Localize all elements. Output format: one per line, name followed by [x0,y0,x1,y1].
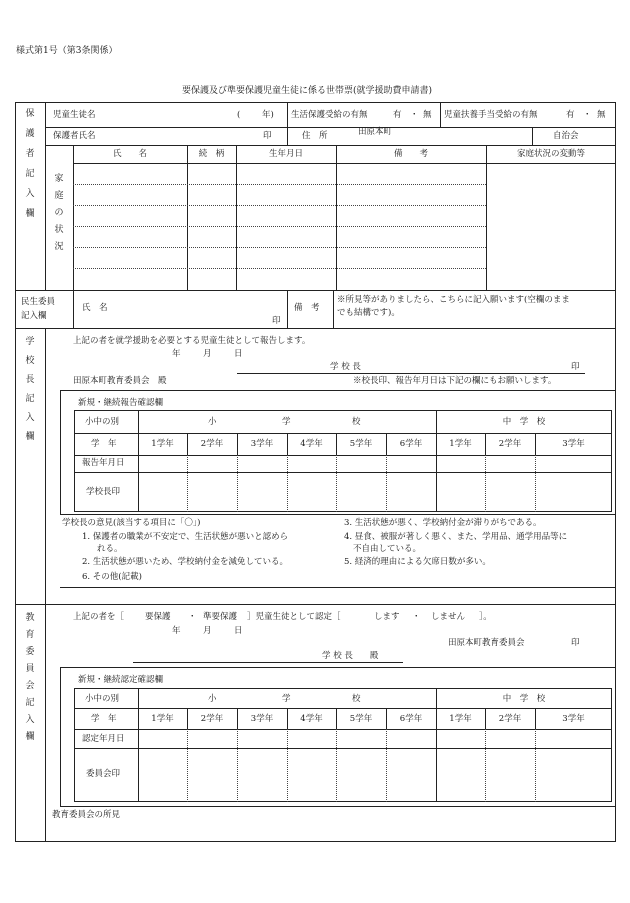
grade-label: 年) [262,110,274,120]
principal-elem-1: 小 [208,417,217,427]
board-cert-middle: ］児童生徒として認定［ [247,612,341,622]
principal-date-day: 日 [234,349,243,359]
child-allowance-no-option[interactable]: 無 [597,110,606,120]
guardian-name-input[interactable] [115,129,255,143]
principal-elem-2: 学 [282,417,291,427]
form-title: 要保護及び準要保護児童生徒に係る世帯票(就学援助費申請書) [182,86,433,96]
board-confirm-grid [74,688,612,802]
principal-seal: 印 [571,362,580,372]
family-col-name: 氏 名 [112,149,147,159]
principal-seal-note: ※校長印、報告年月日は下記の欄にもお願いします。 [353,376,557,386]
board-grade-1: 1学年 [151,714,174,724]
board-cert-suffix: ］。 [479,612,492,622]
board-grade-jh-3: 3学年 [562,714,585,724]
guardian-section-label: 保 護 者 記 入 欄 [25,109,35,219]
principal-confirm-title: 新規・継続報告確認欄 [78,398,164,408]
family-status-label: 家 庭 の 状 況 [54,174,64,252]
principal-grade-jh-1: 1学年 [449,439,472,449]
board-junior-high: 中 学 校 [502,694,546,704]
principal-opinion-1b: れる。 [97,544,123,554]
principal-report-date-row: 報告年月日 [82,458,125,468]
principal-row-type: 小中の別 [85,417,120,427]
board-row-type: 小中の別 [85,694,120,704]
board-grade-2: 2学年 [200,714,224,724]
commissioner-seal: 印 [272,316,281,326]
family-col-birth: 生年月日 [268,149,303,159]
association-label: 自治会 [553,131,579,141]
board-grade-5: 5学年 [349,714,373,724]
principal-opinion-title: 学校長の意見(該当する項目に「〇」) [62,518,201,528]
board-opinion-input[interactable] [52,823,607,838]
board-grade-4: 4学年 [300,714,323,724]
form-number: 様式第1号（第3条関係） [16,46,118,56]
commissioner-name-input[interactable] [120,300,260,314]
welfare-no-option[interactable]: 無 [423,110,432,120]
principal-date-month: 月 [203,349,212,359]
principal-grade-4: 4学年 [300,439,323,449]
principal-grade-2: 2学年 [200,439,224,449]
board-date-month: 月 [203,626,212,636]
board-elem-1: 小 [208,694,217,704]
board-cert-dot-1: ・ [188,612,197,622]
child-allowance-label: 児童扶養手当受給の有無 [444,110,538,120]
board-elem-3: 校 [352,694,361,704]
board-seal-row: 委員会印 [86,769,121,779]
principal-report-text: 上記の者を就学援助を必要とする児童生徒として報告します。 [73,336,311,346]
board-date-day: 日 [234,626,243,636]
welfare-yes-option[interactable]: 有 [393,110,402,120]
principal-opinion-3[interactable]: 3. 生活状態が悪く、学校納付金が滞りがちである。 [344,518,542,528]
principal-grade-row: 学 年 [91,439,117,449]
board-date-year: 年 [172,626,181,636]
board-cert-protected[interactable]: 要保護 [145,612,171,622]
grade-open-paren: ( [237,110,241,120]
principal-date-year: 年 [172,349,181,359]
commissioner-remarks-note-1: ※所見等がありましたら、こちらに記入願います(空欄のまま [337,295,570,305]
principal-grade-6: 6学年 [399,439,423,449]
address-label: 住 所 [302,131,328,141]
commissioner-remarks-label: 備 考 [294,303,320,313]
board-cert-semi-protected[interactable]: 準要保護 [203,612,238,622]
family-col-changes: 家庭状況の変動等 [516,149,585,159]
welfare-dot: ・ [410,110,419,120]
family-col-remarks: 備 考 [393,149,428,159]
guardian-seal: 印 [263,131,272,141]
board-cert-date-row: 認定年月日 [82,734,125,744]
principal-junior-high: 中 学 校 [502,417,546,427]
board-seal: 印 [571,638,580,648]
board-grade-3: 3学年 [250,714,274,724]
principal-opinion-5[interactable]: 5. 経済的理由による欠席日数が多い。 [344,557,491,567]
board-grade-row: 学 年 [91,714,117,724]
commissioner-name-label: 氏 名 [82,303,108,313]
principal-grade-jh-2: 2学年 [498,439,522,449]
board-elem-2: 学 [282,694,291,704]
principal-grade-5: 5学年 [349,439,373,449]
principal-name-label: 学 校 長 [330,362,361,372]
commissioner-label-line2: 記入欄 [21,311,47,321]
commissioner-label-line1: 民生委員 [21,297,56,307]
principal-opinion-1a[interactable]: 1. 保護者の職業が不安定で、生活状態が悪いと認めら [82,532,289,542]
principal-opinion-4a[interactable]: 4. 昼食、被服が著しく悪く、また、学用品、通学用品等に [344,532,568,542]
principal-elem-3: 校 [352,417,361,427]
board-grade-6: 6学年 [399,714,423,724]
board-cert-do[interactable]: します [374,612,400,622]
principal-grade-1: 1学年 [151,439,174,449]
guardian-name-label: 保護者氏名 [53,131,96,141]
board-grade-jh-2: 2学年 [498,714,522,724]
board-cert-dont[interactable]: しません [431,612,466,622]
principal-grade-jh-3: 3学年 [562,439,585,449]
student-name-input[interactable] [120,108,230,122]
address-input[interactable] [400,129,525,143]
child-allowance-dot: ・ [583,110,592,120]
principal-opinion-2[interactable]: 2. 生活状態が悪いため、学校納付金を減免している。 [82,557,288,567]
board-cert-dot-2: ・ [412,612,421,622]
family-col-relation: 続 柄 [198,149,225,159]
board-addressee: 学 校 長 殿 [322,651,379,661]
principal-grade-3: 3学年 [250,439,274,449]
commissioner-remarks-note-2: でも結構です)。 [337,308,400,318]
principal-board-addressee: 田原本町教育委員会 殿 [73,376,167,386]
student-name-label: 児童生徒名 [53,110,96,120]
board-grade-jh-1: 1学年 [449,714,472,724]
board-confirm-title: 新規・継続認定確認欄 [78,675,164,685]
board-name: 田原本町教育委員会 [448,638,525,648]
board-section-label: 教 育 委 員 会 記 入 欄 [25,613,35,742]
board-cert-prefix: 上記の者を［ [73,612,125,622]
principal-section-label: 学 校 長 記 入 欄 [25,337,35,442]
principal-opinion-4b: 不自由している。 [353,544,422,554]
welfare-label: 生活保護受給の有無 [291,110,368,120]
board-opinion-label: 教育委員会の所見 [52,810,121,820]
principal-opinion-6[interactable]: 6. その他(記載) [82,572,142,582]
address-value: 田原本町 [358,127,393,137]
principal-seal-row: 学校長印 [86,487,121,497]
child-allowance-yes-option[interactable]: 有 [566,110,575,120]
